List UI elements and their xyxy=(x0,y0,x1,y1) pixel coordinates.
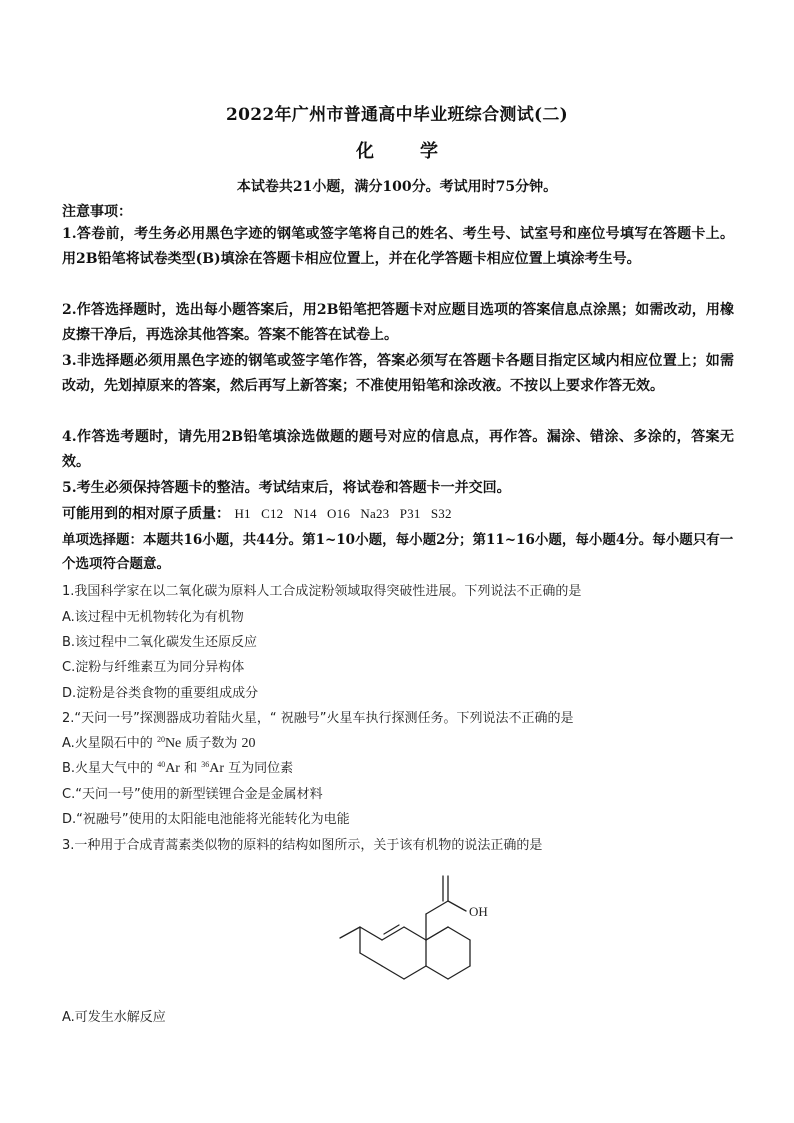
q2-option-a xyxy=(62,732,256,752)
q1-option-a: A.该过程中无机物转化为有机物 xyxy=(62,610,244,625)
atomic-masses-label: 可能用到的相对原子质量： xyxy=(62,506,230,522)
q2-b-element-2: Ar xyxy=(209,761,225,776)
q1-stem: 1.我国科学家在以二氧化碳为原料人工合成淀粉领域取得突破性进展。下列说法不正确的是 xyxy=(62,584,582,599)
molecule-structure-figure xyxy=(332,866,502,996)
section-heading: 单项选择题：本题共16小题，共44分。第1~10小题，每小题2分；第11~16小题，每小题4分。每小题只有一个选项符合题意。 xyxy=(62,532,734,572)
molecule-structure-drawing xyxy=(332,866,502,996)
q2-option-c: C.“天问一号”使用的新型镁锂合金是金属材料 xyxy=(62,787,323,802)
q2-option-d: D.“祝融号”使用的太阳能电池能将光能转化为电能 xyxy=(62,812,350,827)
q2-b-mass-number-2: 36 xyxy=(201,760,210,769)
notice-item-5: 5.考生必须保持答题卡的整洁。考试结束后，将试卷和答题卡一并交回。 xyxy=(62,480,511,496)
q2-b-text: 互为同位素 xyxy=(224,761,294,776)
exam-title: 2022年广州市普通高中毕业班综合测试(二) xyxy=(225,105,568,125)
hydroxyl-label: OH xyxy=(469,904,488,919)
q2-a-mass-number: 20 xyxy=(156,735,165,744)
subject-char-2: 学 xyxy=(420,141,438,162)
q3-option-a: A.可发生水解反应 xyxy=(62,1010,166,1025)
q1-option-d: D.淀粉是谷类食物的重要组成成分 xyxy=(62,686,259,701)
q2-b-element-1: Ar xyxy=(165,761,180,776)
atomic-masses-values: H1 C12 N14 O16 Na23 P31 S32 xyxy=(234,506,452,521)
q2-b-prefix: B.火星大气中的 xyxy=(62,761,158,776)
q2-a-text: 质子数为 xyxy=(181,736,242,751)
q2-a-element: Ne xyxy=(164,736,182,751)
notice-item-3: 3.非选择题必须用黑色字迹的钢笔或签字笔作答，答案必须写在答题卡各题目指定区域内相应位置上；如需改动，先划掉原来的答案，然后再写上新答案；不准使用铅笔和涂改液。不按以上要求作答无效。 xyxy=(62,353,734,394)
atomic-masses xyxy=(62,503,452,523)
q2-stem: 2.“天问一号”探测器成功着陆火星，“ 祝融号”火星车执行探测任务。下列说法不正确的是 xyxy=(62,711,574,726)
q1-option-c: C.淀粉与纤维素互为同分异构体 xyxy=(62,660,245,675)
notice-item-2: 2.作答选择题时，选出每小题答案后，用2B铅笔把答题卡对应题目选项的答案信息点涂黑；如需改动，用橡皮擦干净后，再选涂其他答案。答案不能答在试卷上。 xyxy=(62,302,734,343)
q2-option-b xyxy=(62,757,293,777)
subject-heading xyxy=(0,137,794,163)
q1-option-b: B.该过程中二氧化碳发生还原反应 xyxy=(62,635,258,650)
q2-a-prefix: A.火星陨石中的 xyxy=(62,736,157,751)
q2-a-number: 20 xyxy=(241,736,256,751)
q2-b-mass-number-1: 40 xyxy=(157,760,166,769)
subject-char-1: 化 xyxy=(356,141,374,162)
q3-stem: 3.一种用于合成青蒿素类似物的原料的结构如图所示，关于该有机物的说法正确的是 xyxy=(62,838,543,853)
notice-item-1: 1.答卷前，考生务必用黑色字迹的钢笔或签字笔将自己的姓名、考生号、试室号和座位号填写在答题卡上。用2B铅笔将试卷类型(B)填涂在答题卡相应位置上，并在化学答题卡相应位置上填涂考生号。 xyxy=(62,226,734,267)
notice-item-4: 4.作答选考题时，请先用2B铅笔填涂选做题的题号对应的信息点，再作答。漏涂、错涂、多涂的，答案无效。 xyxy=(62,429,734,470)
exam-intro: 本试卷共21小题，满分100分。考试用时75分钟。 xyxy=(236,179,558,195)
q2-b-mid: 和 xyxy=(179,761,202,776)
notice-heading: 注意事项： xyxy=(62,204,132,220)
